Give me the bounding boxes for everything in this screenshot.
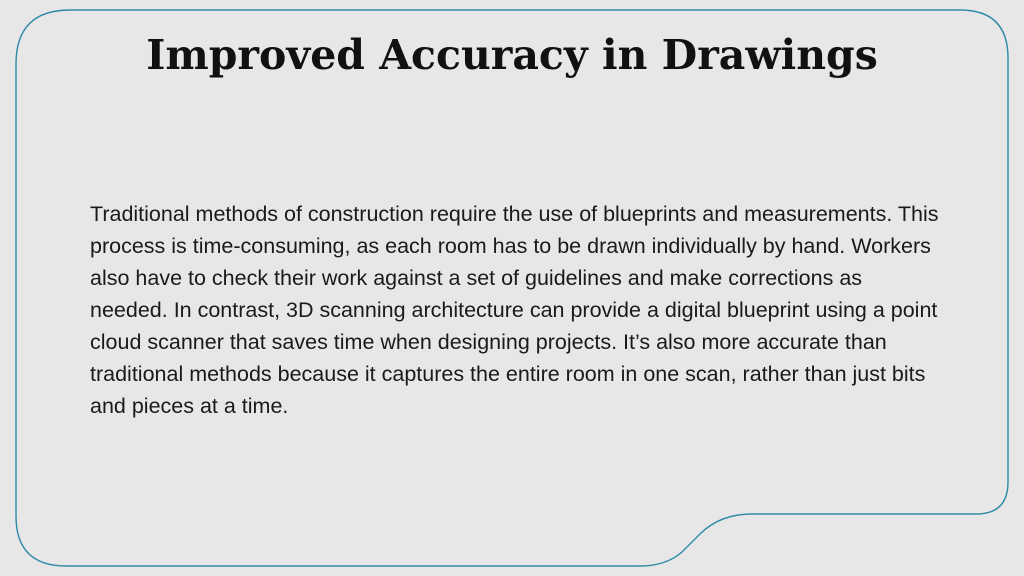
slide-title: Improved Accuracy in Drawings xyxy=(146,31,878,79)
slide-body-text: Traditional methods of construction require the use of blueprints and measurements. This process is time-consuming, as each room has to be drawn individually by hand. Workers also have to check their work against a set of guidelines and make corrections as needed. In contrast, 3D scanning architecture can provide a digital blueprint using a point cloud scanner that saves time when designing projects. It’s also more accurate than traditional methods because it captures the entire room in one scan, rather than just bits and pieces at a time. xyxy=(90,202,939,418)
